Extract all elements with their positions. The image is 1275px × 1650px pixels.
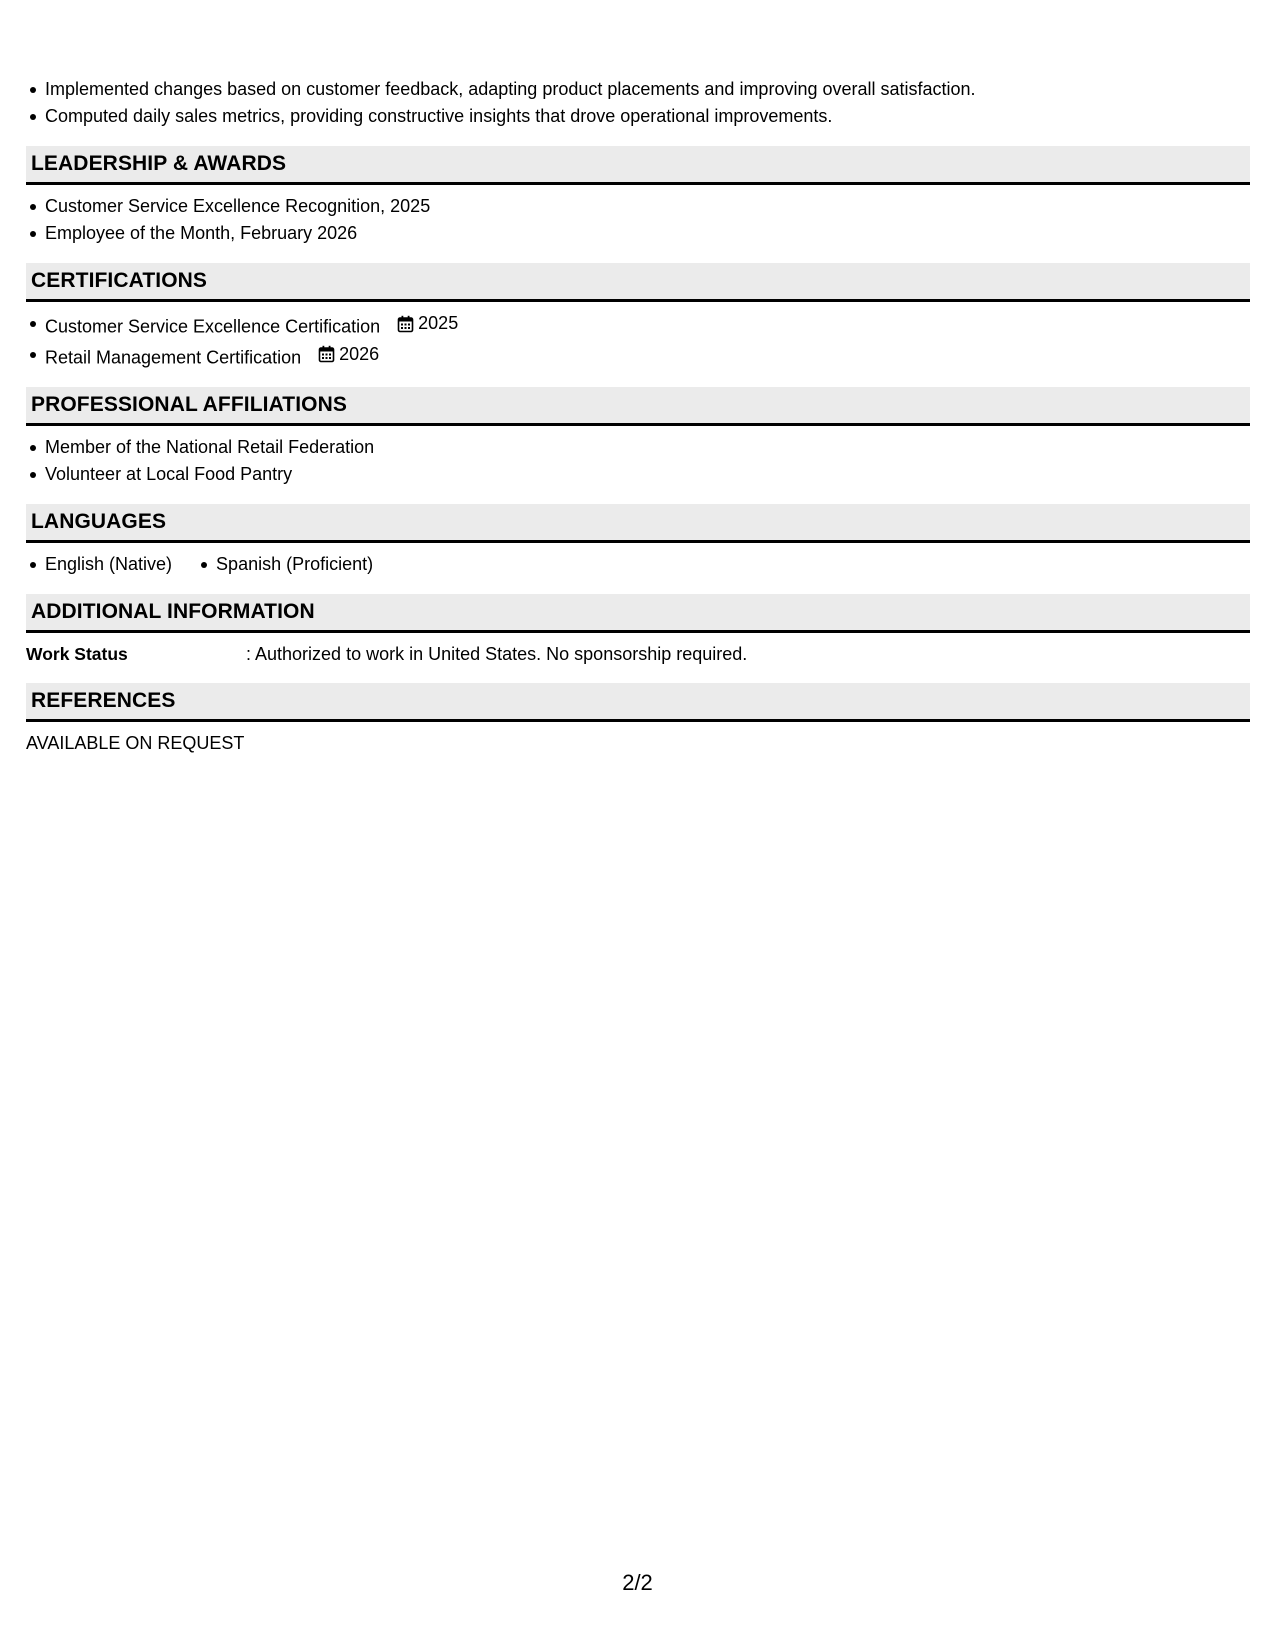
section-title: CERTIFICATIONS <box>31 269 208 292</box>
list-item <box>45 341 1250 372</box>
certification-year: 2025 <box>418 313 459 333</box>
work-status-label: Work Status <box>26 644 128 664</box>
section-title: LEADERSHIP & AWARDS <box>31 152 287 175</box>
calendar-icon <box>318 345 335 363</box>
section-header-references <box>26 683 1250 722</box>
section-header-affiliations <box>26 387 1250 426</box>
certification-year: 2026 <box>339 343 380 364</box>
list-item <box>45 310 1250 341</box>
languages-list <box>26 551 1250 578</box>
references-text: AVAILABLE ON REQUEST <box>26 733 245 753</box>
resume-page <box>26 76 1250 756</box>
section-title: PROFESSIONAL AFFILIATIONS <box>31 393 347 416</box>
section-header-additional-info <box>26 594 1250 633</box>
certifications-list <box>26 310 1250 371</box>
section-header-languages <box>26 504 1250 543</box>
affiliations-list <box>26 434 1250 488</box>
section-header-certifications <box>26 263 1250 302</box>
experience-bullet-list <box>26 76 1250 130</box>
calendar-icon <box>397 315 414 333</box>
list-item: Volunteer at Local Food Pantry <box>45 461 1250 488</box>
list-item: Computed daily sales metrics, providing constructive insights that drove operational improvements. <box>45 103 1250 130</box>
list-item: Employee of the Month, February 2026 <box>45 220 1250 247</box>
language-item: Spanish (Proficient) <box>216 551 373 578</box>
language-item: English (Native) <box>45 551 172 578</box>
work-status-value: : Authorized to work in United States. No sponsorship required. <box>246 644 748 664</box>
certification-name: Customer Service Excellence Certification <box>45 316 381 337</box>
certification-date <box>318 341 379 368</box>
work-status-row <box>26 641 1250 667</box>
section-title: ADDITIONAL INFORMATION <box>31 600 315 623</box>
list-item: Member of the National Retail Federation <box>45 434 1250 461</box>
section-title: REFERENCES <box>31 689 176 712</box>
page-number: 2/2 <box>622 1570 653 1595</box>
section-header-leadership <box>26 146 1250 185</box>
certification-name: Retail Management Certification <box>45 347 302 367</box>
list-item: Implemented changes based on customer feedback, adapting product placements and improving overall satisfaction. <box>45 76 1250 103</box>
certification-date <box>397 310 458 337</box>
list-item: Customer Service Excellence Recognition, 2025 <box>45 193 1250 220</box>
section-title: LANGUAGES <box>31 510 167 533</box>
leadership-list <box>26 193 1250 247</box>
